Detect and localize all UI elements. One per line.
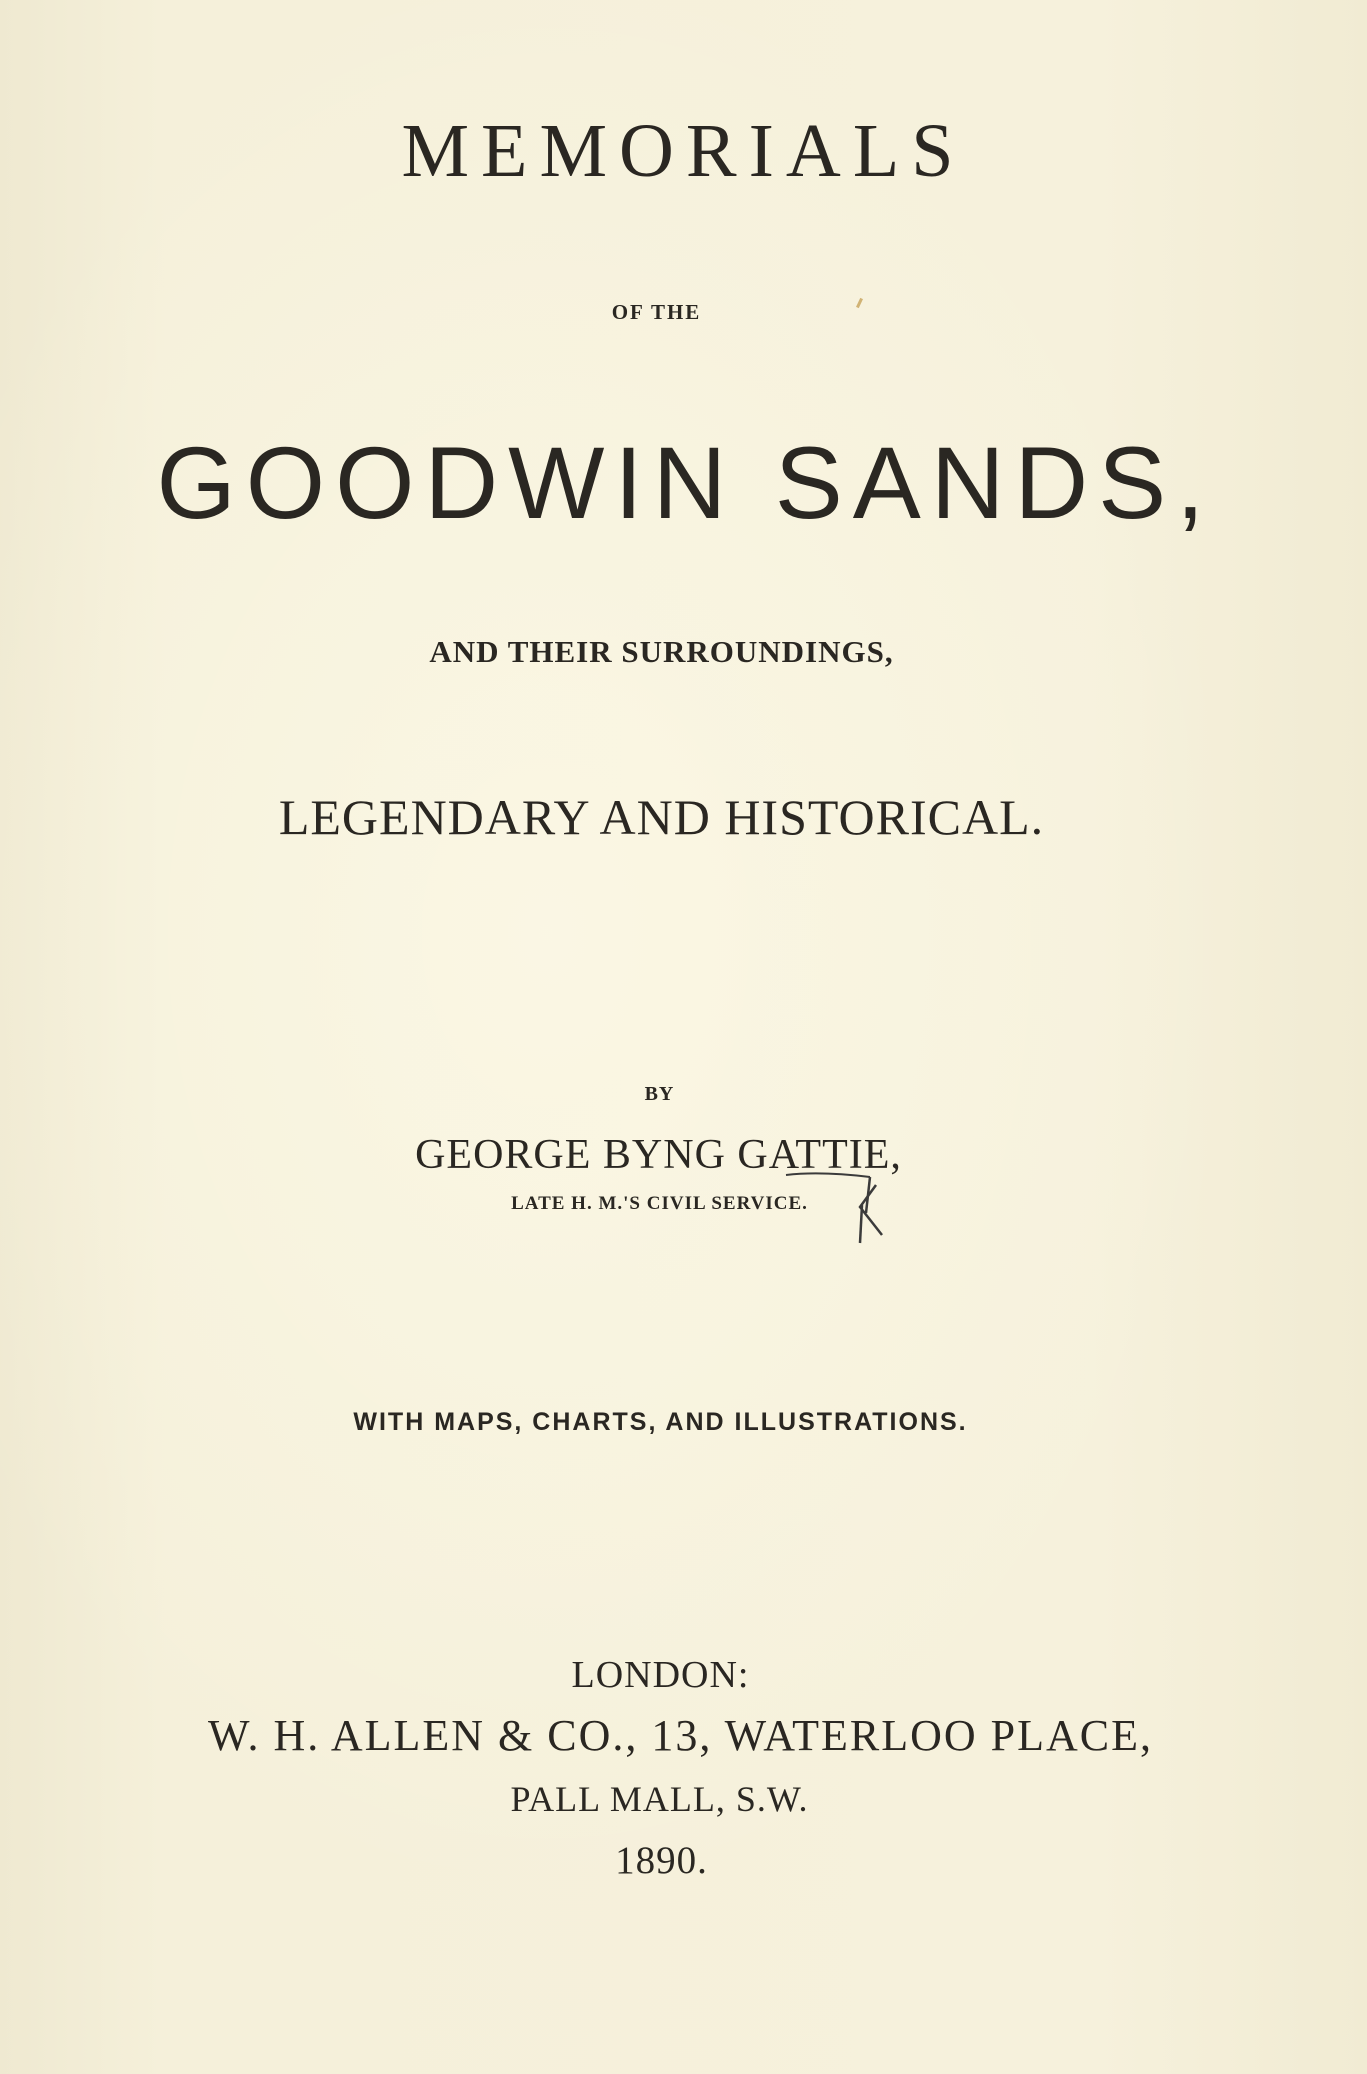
- imprint-publisher: W. H. ALLEN & CO., 13, WATERLOO PLACE,: [208, 1711, 1153, 1760]
- imprint-city: LONDON:: [571, 1654, 750, 1696]
- author-note: LATE H. M.'S CIVIL SERVICE.: [511, 1193, 808, 1214]
- subtitle-surroundings: AND THEIR SURROUNDINGS,: [429, 634, 894, 669]
- byline-by: BY: [644, 1083, 675, 1105]
- illustrations-note: WITH MAPS, CHARTS, AND ILLUSTRATIONS.: [353, 1408, 968, 1436]
- title-line-memorials: MEMORIALS: [401, 109, 966, 193]
- title-line-goodwin-sands: GOODWIN SANDS,: [156, 426, 1215, 540]
- imprint-address: PALL MALL, S.W.: [510, 1779, 809, 1819]
- subtitle-legendary-historical: LEGENDARY AND HISTORICAL.: [278, 789, 1045, 845]
- title-connector-of-the: OF THE: [611, 300, 702, 324]
- author-name: GEORGE BYNG GATTIE,: [415, 1132, 902, 1178]
- imprint-year: 1890.: [615, 1839, 708, 1882]
